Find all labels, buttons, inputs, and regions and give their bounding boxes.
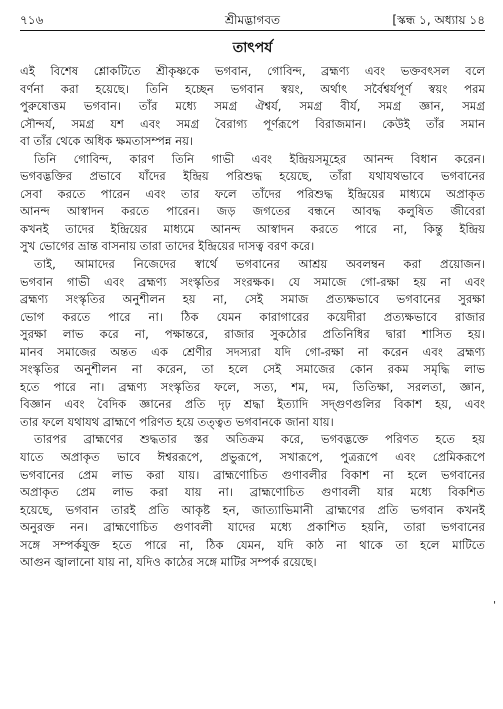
text-line: কখনই তাদের ইন্দ্রিয়ের মাধ্যমে আনন্দ আস্বাদন করতে পারে না, কিন্তু ইন্দ্রিয়: [20, 221, 485, 236]
text-line: অপ্রাকৃত প্রেম লাভ করা যায় না। ব্রাহ্মণোচিত গুণাবলী যার মধ্যে বিকশিত: [20, 485, 485, 500]
running-header: [20, 6, 485, 28]
paragraph: [20, 151, 485, 256]
text-line: ব্রহ্মণ্য সংস্কৃতির অনুশীলন হয় না, সেই সমাজ প্রত্যক্ষভাবে ভগবানের সুরক্ষা: [20, 292, 485, 307]
text-line: তারপর ব্রাহ্মণের শুদ্ধতার স্তর অতিক্রম করে, ভগবদ্ভক্তে পরিণত হতে হয়: [34, 432, 485, 447]
text-line: মানব সমাজের অন্তত এক শ্রেণীর সদস্যরা যদি গো-রক্ষা না করেন এবং ব্রহ্মণ্য: [20, 344, 485, 359]
margin-mark: ': [493, 600, 496, 611]
text-line: বা তাঁর থেকে অধিক ক্ষমতাসম্পন্ন নয়।: [20, 134, 194, 149]
text-line: সুখ ভোগের ভ্রান্ত বাসনায় তারা তাদের ইন্দ্রিয়ের দাসত্ব বরণ করে।: [20, 239, 315, 254]
section-title: তাৎপর্য: [232, 40, 273, 56]
text-line: সংস্কৃতির অনুশীলন না করেন, তা হলে সেই সমাজের কোন রকম সমৃদ্ধি লাভ: [20, 362, 485, 377]
text-line: হতে পারে না। ব্রহ্মণ্য সংস্কৃতির ফলে, সত্য, শম, দম, তিতিক্ষা, সরলতা, জ্ঞান,: [20, 379, 485, 394]
chapter-reference: [স্কন্ধ ১, অধ্যায় ১৪: [392, 13, 485, 27]
text-line: আনন্দ আস্বাদন করতে পারেন। জড় জগতের বন্ধনে আবদ্ধ কলুষিত জীবেরা: [20, 204, 485, 219]
text-line: তার ফলে যথাযথ ব্রাহ্মণে পরিণত হয়ে তত্ত্বত ভগবানকে জানা যায়।: [20, 414, 334, 429]
text-line: তাই, আমাদের নিজেদের স্বার্থে ভগবানের আশ্রয় অবলম্বন করা প্রয়োজন।: [34, 257, 485, 272]
paragraph: [20, 431, 485, 571]
text-line: অনুরক্ত নন। ব্রাহ্মণোচিত গুণাবলী যাদের মধ্যে প্রকাশিত হয়নি, তারা ভগবানের: [20, 520, 485, 535]
text-line: ভোগ করতে পারে না। ঠিক যেমন কারাগারের কয়েদীরা প্রত্যক্ষভাবে রাজার: [20, 309, 485, 324]
text-line: তিনি গোবিন্দ, কারণ তিনি গাভী এবং ইন্দ্রিয়সমূহের আনন্দ বিধান করেন।: [34, 151, 485, 166]
text-line: আগুন জ্বালানো যায় না, যদিও কাঠের সঙ্গে মাটির সম্পর্ক রয়েছে।: [20, 555, 317, 570]
text-line: সৌন্দর্য, সমগ্র যশ এবং সমগ্র বৈরাগ্য পূর্ণরূপে বিরাজমান। কেউই তাঁর সমান: [20, 116, 485, 131]
page-number: ৭১৬: [20, 13, 44, 27]
paragraph: [20, 63, 485, 151]
running-title: শ্রীমদ্ভাগবত: [224, 13, 281, 27]
text-line: ভগবদ্ভক্তির প্রভাবে যাঁদের ইন্দ্রিয় পরিশুদ্ধ হয়েছে, তাঁরা যথাযথভাবে ভগবানের: [20, 169, 485, 184]
text-line: যাতে অপ্রাকৃত ভাবে ঈশ্বররূপে, প্রভুরূপে, সখারূপে, পুত্ররূপে এবং প্রেমিকরূপে: [20, 450, 485, 465]
text-line: সুরক্ষা লাভ করে না, পক্ষান্তরে, রাজার সুকঠোর প্রতিনিধির দ্বারা শাসিত হয়।: [20, 327, 485, 342]
text-line: হয়েছে, ভগবান তারই প্রতি আকৃষ্ট হন, জাত্যাভিমানী ব্রাহ্মণের প্রতি ভগবান কখনই: [20, 502, 485, 517]
paragraph: [20, 256, 485, 431]
text-line: সেবা করতে পারেন এবং তার ফলে তাঁদের পরিশুদ্ধ ইন্দ্রিয়ের মাধ্যমে অপ্রাকৃত: [20, 186, 485, 201]
text-line: পুরুষোত্তম ভগবান। তাঁর মধ্যে সমগ্র ঐশ্বর্য, সমগ্র বীর্য, সমগ্র জ্ঞান, সমগ্র: [20, 99, 485, 114]
text-line: এই বিশেষ শ্লোকটিতে শ্রীকৃষ্ণকে ভগবান, গোবিন্দ, ব্রহ্মণ্য এবং ভক্তবৎসল বলে: [20, 64, 485, 78]
commentary-body: [20, 63, 485, 572]
text-line: সঙ্গে সম্পর্কযুক্ত হতে পারে না, ঠিক যেমন, যদি কাঠ না থাকে তা হলে মাটিতে: [20, 537, 485, 552]
text-line: ভগবান গাভী এবং ব্রহ্মণ্য সংস্কৃতির সংরক্ষক। যে সমাজে গো-রক্ষা হয় না এবং: [20, 274, 485, 289]
text-line: বর্ণনা করা হয়েছে। তিনি হচ্ছেন ভগবান স্বয়ং, অর্থাৎ সর্বৈশ্বর্যপূর্ণ স্বয়ং পরম: [20, 81, 485, 96]
text-line: ভগবানের প্রেম লাভ করা যায়। ব্রাহ্মণোচিত গুণাবলীর বিকাশ না হলে ভগবানের: [20, 467, 485, 482]
text-line: বিজ্ঞান এবং বৈদিক জ্ঞানের প্রতি দৃঢ় শ্রদ্ধা ইত্যাদি সদ্গুণগুলির বিকাশ হয়, এবং: [20, 397, 485, 412]
